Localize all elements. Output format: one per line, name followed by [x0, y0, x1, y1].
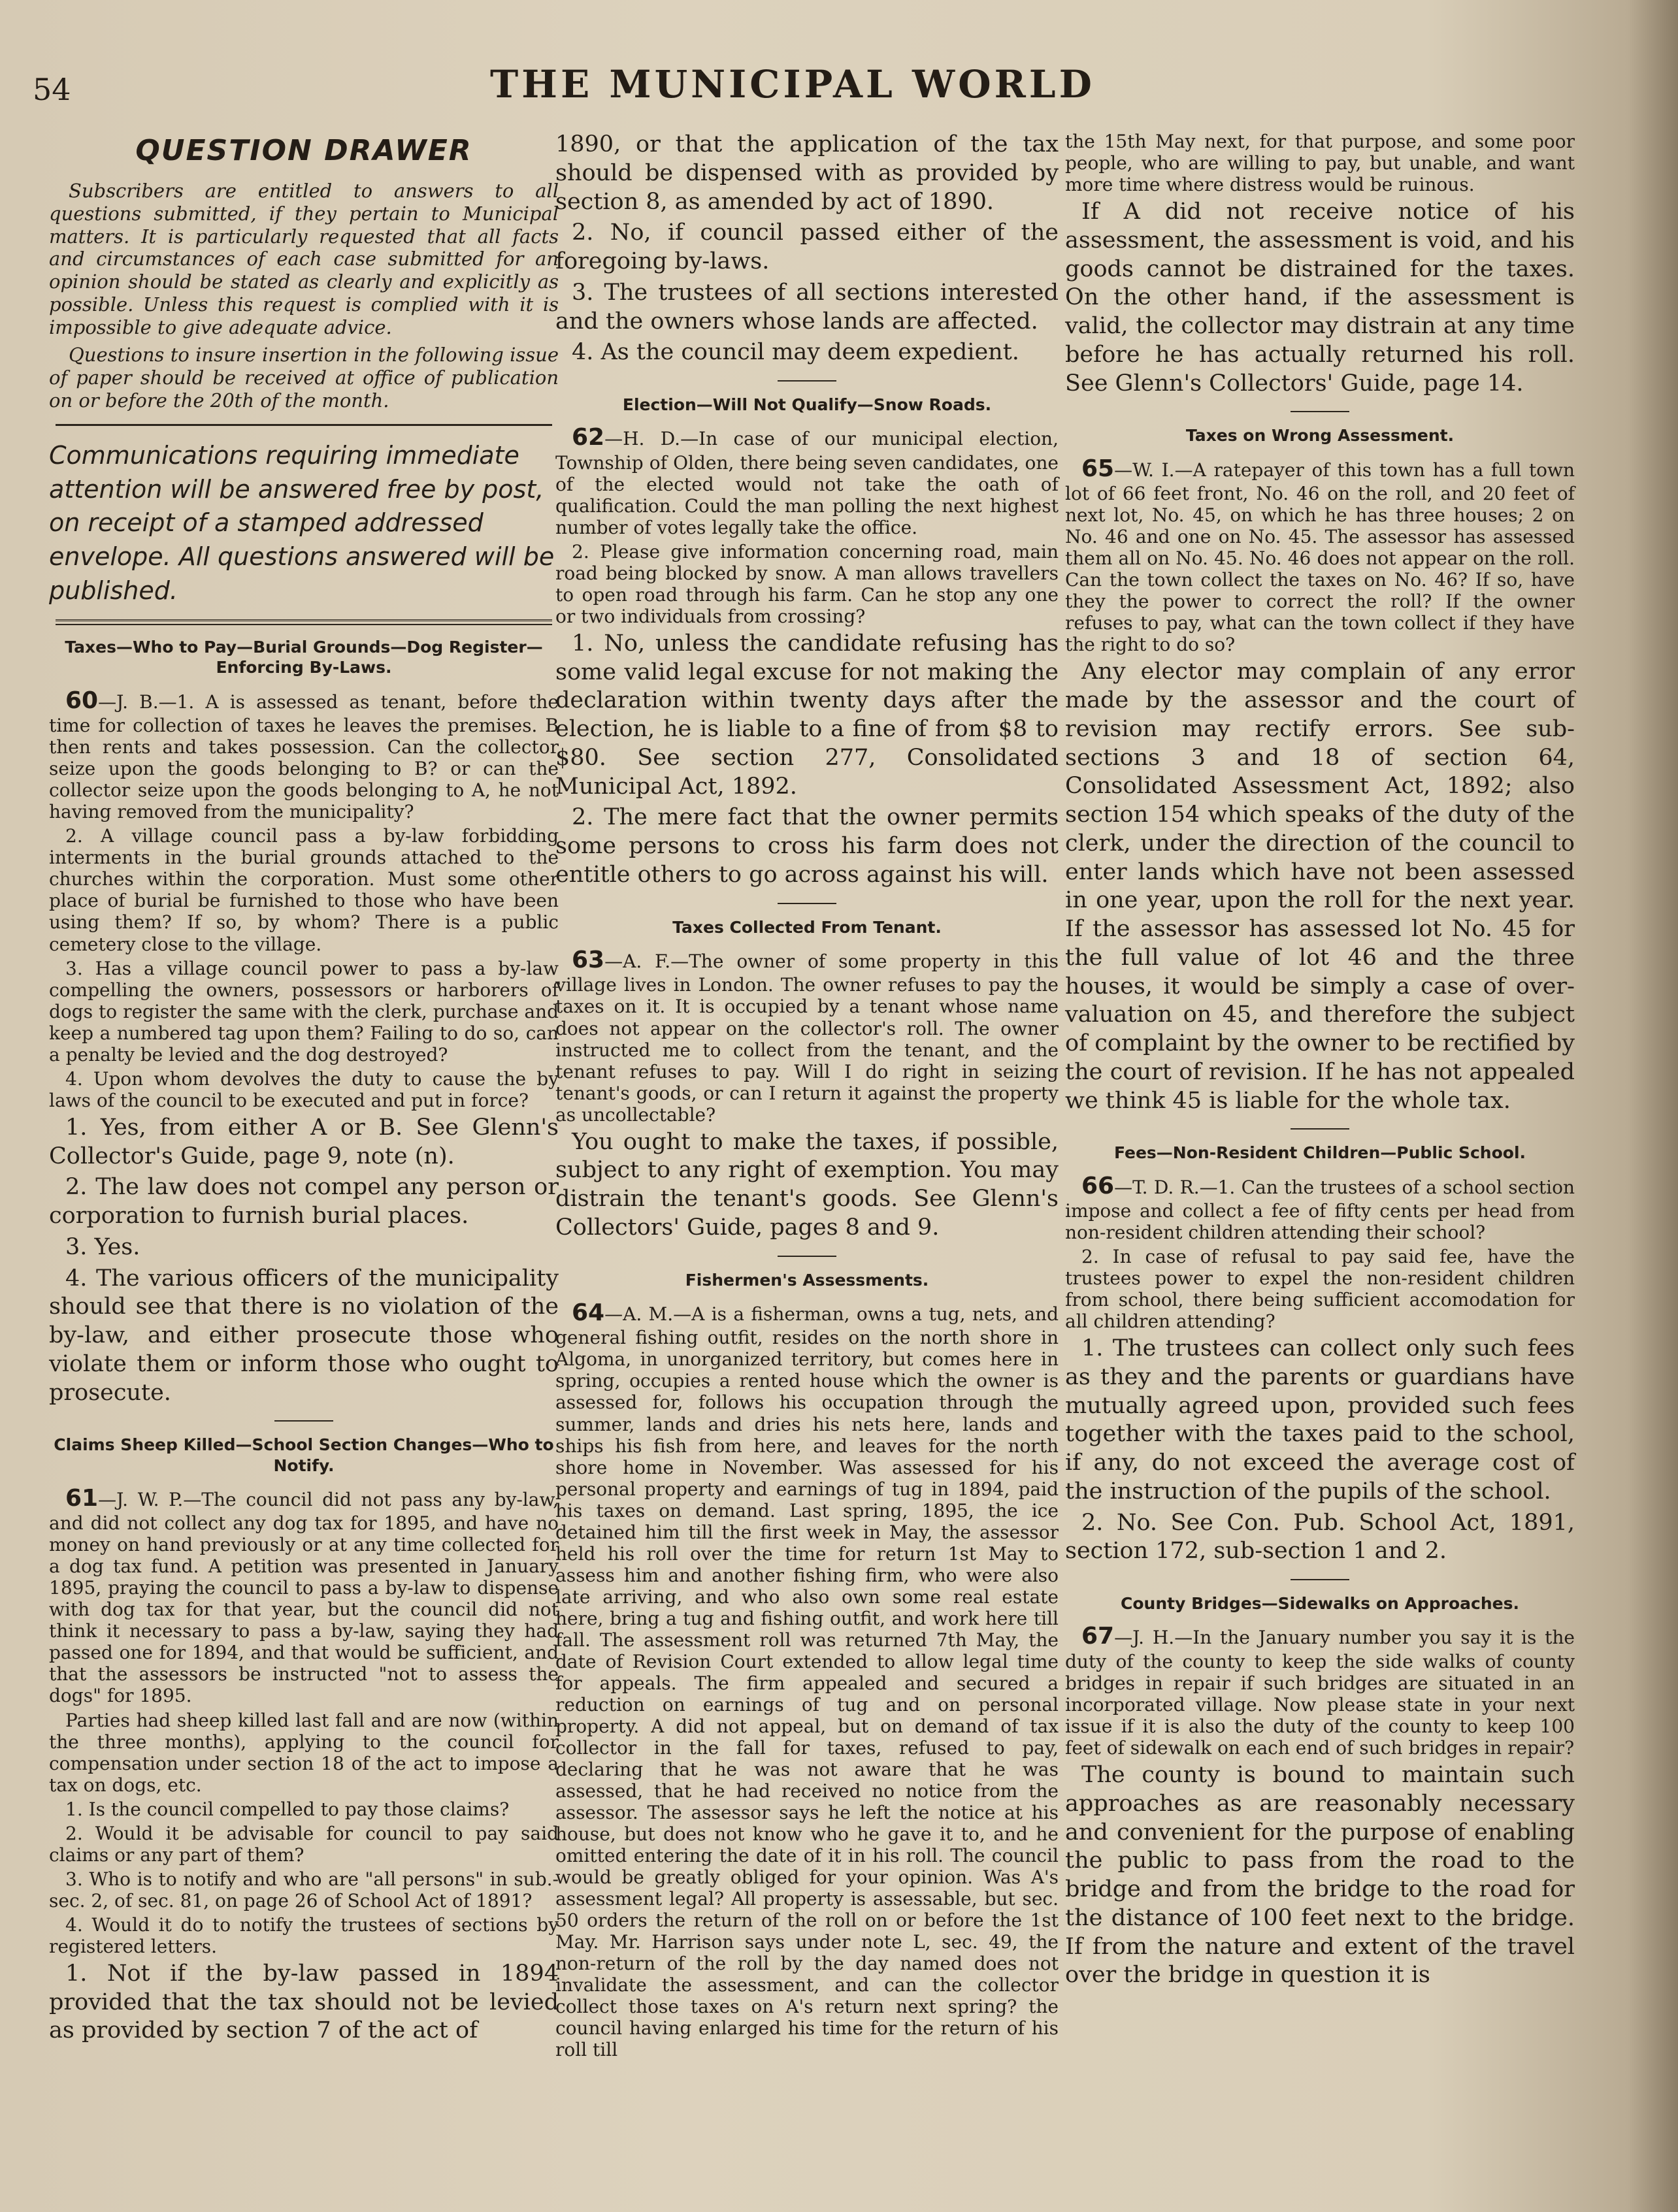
question-number: 66: [1081, 1172, 1115, 1199]
question-number: 62: [572, 424, 605, 451]
question-heading-63: Taxes Collected From Tenant.: [672, 917, 942, 937]
question-61-1: 1. Is the council compelled to pay those claims?: [65, 1798, 510, 1820]
answer-66-1: 1. The trustees can collect only such fees as they and the parents or guardians have mutually agreed upon, provided such fees together with the taxes paid to the school, if any, do not exceed the average cost of the instruction of the pupils of the school.: [1065, 1335, 1575, 1504]
divider: [1291, 411, 1349, 412]
divider: [1291, 1579, 1349, 1580]
answer-62-1: 1. No, unless the candidate refusing has some valid legal excuse for not making the declaration within twenty days after the election, he is liable to a fine of from $8 to $80. See section 277, Consolidated Municipal Act, 1892.: [555, 630, 1059, 800]
question-heading-61: Claims Sheep Killed—School Section Changes—Who to Notify.: [54, 1435, 554, 1475]
question-heading-65: Taxes on Wrong Assessment.: [1185, 426, 1455, 446]
question-66-2: 2. In case of refusal to pay said fee, have the trustees power to expel the non-resident children from school, there being sufficient accomodation for all children attending?: [1065, 1246, 1575, 1333]
communications-notice: Communications requiring immediate attention will be answered free by post, on receipt of a stamped addressed envelope. All questions answered will be published.: [49, 440, 555, 605]
divider: [778, 1256, 836, 1257]
question-61-3: 3. Who is to notify and who are "all persons" in sub.-sec. 2, of sec. 81, on page 26 of School Act of 1891?: [49, 1868, 559, 1911]
question-heading-64: Fishermen's Assessments.: [685, 1270, 929, 1290]
question-66: 66—T. D. R.—1. Can the trustees of a school section impose and collect a fee of fifty cents per head from non-resident children attending their school?: [1065, 1172, 1575, 1244]
answer-61-1: 1. Not if the by-law passed in 1894 provided that the tax should not be levied as provided by section 7 of the act of: [49, 1960, 559, 2044]
answer-65: Any elector may complain of any error made by the assessor and the court of revision may rectify errors. See sub-sections 3 and 18 of section 64, Consolidated Assessment Act, 1892; also section 154 which speaks of the duty of the clerk, under the direction of the council to enter lands which have not been assessed in one year, upon the roll for the next year. If the assessor has assessed lot No. 45 for the full value of lot 46 and the three houses, it would be simply a case of over-valuation on 45, and therefore the subject of complaint by the owner to be rectified by the court of revision. If he has not appealed we think 45 is liable for the whole tax.: [1065, 659, 1575, 1114]
intro-note: Subscribers are entitled to answers to all questions submitted, if they pertain to Municipal matters. It is particularly requested that all facts and circumstances of each case submitted for an opinion should be stated as clearly and explicitly as possible. Unless this request is complied with it is impossible to give adequate advice.: [49, 179, 559, 338]
question-number: 61: [65, 1484, 99, 1512]
question-60-4: 4. Upon whom devolves the duty to cause the by laws of the council to be executed and put in force?: [49, 1067, 559, 1111]
question-heading-67: County Bridges—Sidewalks on Approaches.: [1121, 1594, 1519, 1614]
question-63: 63—A. F.—The owner of some property in this village lives in London. The owner refuses to pay the taxes on it. It is occupied by a tenant whose name does not appear on the collector's roll. The owner instructed me to collect from the tenant, and the tenant refuses to pay. Will I do right in seizing tenant's goods, or can I return it against the property as uncollectable?: [555, 946, 1059, 1126]
answer-60-2: 2. The law does not compel any person or corporation to furnish burial places.: [49, 1174, 559, 1229]
answer-66-2: 2. No. See Con. Pub. School Act, 1891, section 172, sub-section 1 and 2.: [1065, 1509, 1575, 1565]
question-64: 64—A. M.—A is a fisherman, owns a tug, nets, and general fishing outfit, resides on the north shore in Algoma, in unorganized territory, but comes here in spring, occupies a rented house which the owner is assessed for, follows his occupation through the summer, lands and dries his nets here, lands and ships his fish from here, and leaves for the north shore home in November. Was assessed for his personal property and earnings of tug in 1894, paid his taxes on demand. Last spring, 1895, the ice detained him till the first week in May, the assessor held his roll over the time for return 1st May to assess him and another fishing firm, who were also late arriving, and who also own some real estate here, bring a tug and fishing outfit, and work here till fall. The assessment roll was returned 7th May, the date of Revision Court extended to allow legal time for appeals. The firm appealed and secured a reduction on earnings of tug and on personal property. A did not appeal, but on demand of tax collector in the fall for taxes, refused to pay, declaring that he was not aware that he was assessed, that he had received no notice from the assessor. The assessor says he left the notice at his house, but does not know who he gave it to, and he omitted entering the date of it in his roll. The council would be greatly obliged for your opinion. Was A's assessment legal? All property is assessable, but sec. 50 orders the return of the roll on or before the 1st May. Mr. Harrison says under note L, sec. 49, the non-return of the roll by the day named does not invalidate the assessment, and can the collector collect those taxes on A's return next spring? the council having enlarged his time for the return of his roll till: [555, 1299, 1059, 2061]
answer-61-3: 3. The trustees of all sections interested and the owners whose lands are affected.: [555, 279, 1059, 334]
question-65: 65—W. I.—A ratepayer of this town has a full town lot of 66 feet front, No. 46 on the roll, and 20 feet of next lot, No. 45, on which he has three houses; 2 on No. 46 and one on No. 45. The assessor has assessed them all on No. 45. No. 46 does not appear on the roll. Can the town collect the taxes on No. 46? If so, have they the power to correct the roll? If the owner refuses to pay, what can the town collect if they have the right to do so?: [1065, 455, 1575, 656]
question-number: 63: [572, 946, 605, 973]
column-3: [1065, 131, 1575, 1992]
question-number: 65: [1081, 455, 1115, 482]
question-60: 60—J. B.—1. A is assessed as tenant, before the time for collection of taxes he leaves the premises. B then rents and takes possession. Can the collector seize upon the goods belonging to B? or can the collector seize upon the goods belonging to A, he not having removed from the municipality?: [49, 687, 559, 823]
answer-64: If A did not receive notice of his assessment, the assessment is void, and his goods cannot be distrained for the taxes. On the other hand, if the assessment is valid, the collector may distrain at any time before he has actually returned his roll. See Glenn's Collectors' Guide, page 14.: [1065, 199, 1575, 397]
answer-60-4: 4. The various officers of the municipality should see that there is no violation of the by-law, and either prosecute those who violate them or inform those who ought to prosecute.: [49, 1265, 559, 1406]
question-heading-60: Taxes—Who to Pay—Burial Grounds—Dog Register—Enforcing By-Laws.: [65, 638, 543, 677]
question-heading-62: Election—Will Not Qualify—Snow Roads.: [622, 395, 992, 414]
divider: [274, 1420, 333, 1422]
question-number: 64: [572, 1299, 605, 1326]
divider: [1291, 1128, 1349, 1130]
divider: [778, 903, 836, 904]
question-61-2: 2. Would it be advisable for council to pay said claims or any part of them?: [49, 1822, 559, 1866]
answer-61-1-continued: 1890, or that the application of the tax should be dispensed with as provided by section 8, as amended by act of 1890.: [555, 131, 1059, 215]
question-64-continued: the 15th May next, for that purpose, and some poor people, who are willing to pay, but unable, and want more time where distress would be ruinous.: [1065, 131, 1575, 196]
answer-63: You ought to make the taxes, if possible, subject to any right of exemption. You may distrain the tenant's goods. See Glenn's Collectors' Guide, pages 8 and 9.: [555, 1128, 1059, 1241]
question-number: 60: [65, 687, 99, 714]
question-61-b: Parties had sheep killed last fall and are now (within the three months), applying to the council for compensation under section 18 of the act to impose a tax on dogs, etc.: [49, 1709, 559, 1796]
section-heading: QUESTION DRAWER: [135, 134, 472, 167]
question-61: 61—J. W. P.—The council did not pass any by-law, and did not collect any dog tax for 1895, and have no money on hand previously or at any time collected for a dog tax fund. A petition was presented in January 1895, praying the council to pass a by-law to dispense with dog tax for that year, but the council did not think it necessary to pass a by-law, saying they had passed one for 1894, and that would be sufficient, and that the assessors be instructed "not to assess the dogs" for 1895.: [49, 1484, 559, 1707]
question-67: 67—J. H.—In the January number you say it is the duty of the county to keep the side walks of county bridges in repair if such bridges are situated in an incorporated village. Now please state in your next issue if it is also the duty of the county to keep 100 feet of sidewalk on each end of such bridges in repair?: [1065, 1623, 1575, 1759]
answer-61-2: 2. No, if council passed either of the foregoing by-laws.: [555, 220, 1059, 274]
publication-title: THE MUNICIPAL WORLD: [490, 62, 1095, 106]
page-number: 54: [33, 72, 71, 107]
column-1: [49, 131, 559, 2048]
divider: [56, 424, 552, 426]
question-61-4: 4. Would it do to notify the trustees of sections by registered letters.: [49, 1913, 559, 1957]
double-divider: [56, 619, 552, 625]
question-heading-66: Fees—Non-Resident Children—Public School.: [1113, 1143, 1526, 1163]
divider: [778, 380, 836, 382]
answer-61-4: 4. As the council may deem expedient.: [572, 339, 1019, 366]
question-62: 62—H. D.—In case of our municipal election, Township of Olden, there being seven candidates, one of the elected would not take the oath of qualification. Could the man polling the next highest number of votes legally take the office.: [555, 424, 1059, 538]
page-header: [33, 62, 1601, 108]
answer-60-1: 1. Yes, from either A or B. See Glenn's Collector's Guide, page 9, note (n).: [49, 1114, 559, 1169]
answer-62-2: 2. The mere fact that the owner permits some persons to cross his farm does not entitle others to go across against his will.: [555, 804, 1059, 888]
answer-60-3: 3. Yes.: [65, 1233, 140, 1260]
question-62-2: 2. Please give information concerning road, main road being blocked by snow. A man allows travellers to open road through his farm. Can he stop any one or two individuals from crossing?: [555, 540, 1059, 627]
question-60-3: 3. Has a village council power to pass a by-law compelling the owners, possessors or harborers of dogs to register the same with the clerk, purchase and keep a numbered tag upon them? Failing to do so, can a penalty be levied and the dog destroyed?: [49, 957, 559, 1065]
question-60-2: 2. A village council pass a by-law forbidding interments in the burial grounds attached to the churches within the corporation. Must some other place of burial be furnished to those who have been using them? If so, by whom? There is a public cemetery close to the village.: [49, 825, 559, 955]
intro-note-deadline: Questions to insure insertion in the following issue of paper should be received at office of publication on or before the 20th of the month.: [49, 344, 559, 412]
question-number: 67: [1081, 1623, 1115, 1650]
answer-67: The county is bound to maintain such approaches as are reasonably necessary and convenient for the purpose of enabling the public to pass from the road to the bridge and from the bridge to the road for the distance of 100 feet next to the bridge. If from the nature and extent of the travel over the bridge in question it is: [1065, 1762, 1575, 1989]
column-2: [555, 131, 1059, 2063]
